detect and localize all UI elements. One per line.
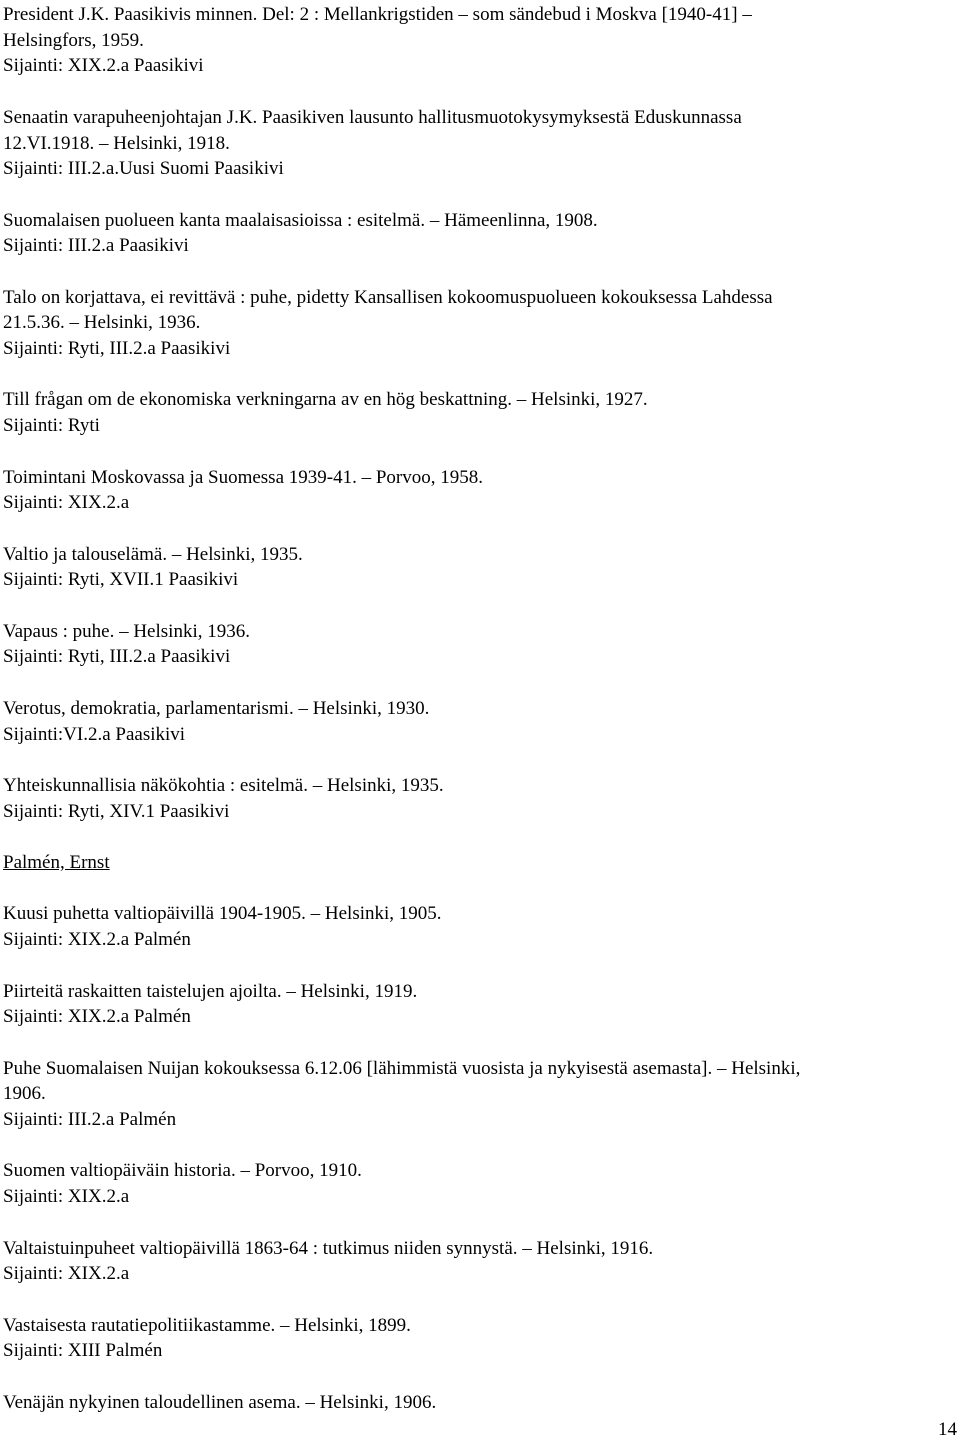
entry-title-line: Puhe Suomalaisen Nuijan kokouksessa 6.12.06 [lähimmistä vuosista ja nykyisestä asemasta]. – Helsinki, bbox=[3, 1057, 801, 1079]
entry-location: Sijainti: Ryti, XIV.1 Paasikivi bbox=[3, 800, 230, 822]
entry-location: Sijainti: Ryti bbox=[3, 415, 100, 437]
entry-title-line: Piirteitä raskaitten taistelujen ajoilta. – Helsinki, 1919. bbox=[3, 980, 418, 1002]
bibliography-entry bbox=[3, 2, 953, 79]
bibliography-entry bbox=[3, 901, 953, 952]
entry-title-line: 21.5.36. – Helsinki, 1936. bbox=[3, 312, 201, 334]
entry-title-line: Yhteiskunnallisia näkökohtia : esitelmä. – Helsinki, 1935. bbox=[3, 774, 444, 796]
bibliography-entry bbox=[3, 1158, 953, 1209]
bibliography-entry bbox=[3, 465, 953, 516]
entry-location: Sijainti: XIX.2.a bbox=[3, 1186, 130, 1208]
entry-location: Sijainti: III.2.a.Uusi Suomi Paasikivi bbox=[3, 158, 284, 180]
entry-location: Sijainti: XIX.2.a Palmén bbox=[3, 929, 191, 951]
entry-location: Sijainti: XIX.2.a Paasikivi bbox=[3, 55, 204, 77]
bibliography-entry bbox=[3, 1236, 953, 1287]
entry-location: Sijainti: Ryti, III.2.a Paasikivi bbox=[3, 646, 231, 668]
entry-title-line: Suomen valtiopäiväin historia. – Porvoo, 1910. bbox=[3, 1160, 362, 1182]
entry-title-line: Senaatin varapuheenjohtajan J.K. Paasikiven lausunto hallitusmuotokysymyksestä Eduskunnassa bbox=[3, 106, 742, 128]
entry-location: Sijainti: XIX.2.a bbox=[3, 492, 130, 514]
bibliography-page bbox=[3, 2, 953, 1441]
bibliography-entry bbox=[3, 387, 953, 438]
author-heading: Palmén, Ernst bbox=[3, 852, 110, 874]
bibliography-entry bbox=[3, 619, 953, 670]
entry-title-line: Helsingfors, 1959. bbox=[3, 29, 144, 51]
entry-title-line: President J.K. Paasikivis minnen. Del: 2 : Mellankrigstiden – som sändebud i Moskva [1940-41] – bbox=[3, 4, 752, 25]
entry-list-palmen bbox=[3, 901, 953, 1415]
entry-title-line: Suomalaisen puolueen kanta maalaisasioissa : esitelmä. – Hämeenlinna, 1908. bbox=[3, 209, 598, 231]
bibliography-entry bbox=[3, 208, 953, 259]
entry-title-line: Vapaus : puhe. – Helsinki, 1936. bbox=[3, 620, 250, 642]
entry-title-line: Talo on korjattava, ei revittävä : puhe, pidetty Kansallisen kokoomuspuolueen kokouksessa Lahdessa bbox=[3, 286, 773, 308]
page-number: 14 bbox=[938, 1419, 957, 1440]
bibliography-entry bbox=[3, 773, 953, 824]
entry-location: Sijainti: III.2.a Paasikivi bbox=[3, 235, 189, 257]
entry-title-line: Kuusi puhetta valtiopäivillä 1904-1905. – Helsinki, 1905. bbox=[3, 903, 442, 925]
bibliography-entry bbox=[3, 1056, 953, 1133]
bibliography-entry bbox=[3, 1390, 953, 1416]
bibliography-entry bbox=[3, 105, 953, 182]
entry-title-line: Vastaisesta rautatiepolitiikastamme. – Helsinki, 1899. bbox=[3, 1314, 411, 1336]
entry-location: Sijainti: XIII Palmén bbox=[3, 1340, 163, 1362]
entry-location: Sijainti: XIX.2.a bbox=[3, 1263, 130, 1285]
bibliography-entry bbox=[3, 542, 953, 593]
bibliography-entry bbox=[3, 979, 953, 1030]
entry-location: Sijainti:VI.2.a Paasikivi bbox=[3, 723, 186, 745]
entry-title-line: 1906. bbox=[3, 1083, 46, 1105]
entry-title-line: 12.VI.1918. – Helsinki, 1918. bbox=[3, 132, 230, 154]
entry-location: Sijainti: Ryti, XVII.1 Paasikivi bbox=[3, 569, 239, 591]
entry-title-line: Valtaistuinpuheet valtiopäivillä 1863-64 : tutkimus niiden synnystä. – Helsinki, 1916. bbox=[3, 1237, 654, 1259]
entry-title-line: Toimintani Moskovassa ja Suomessa 1939-41. – Porvoo, 1958. bbox=[3, 466, 483, 488]
entry-title-line: Till frågan om de ekonomiska verkningarna av en hög beskattning. – Helsinki, 1927. bbox=[3, 389, 648, 411]
entry-title-line: Valtio ja talouselämä. – Helsinki, 1935. bbox=[3, 543, 303, 565]
entry-list-paasikivi bbox=[3, 2, 953, 824]
entry-location: Sijainti: Ryti, III.2.a Paasikivi bbox=[3, 338, 231, 360]
entry-title-line: Venäjän nykyinen taloudellinen asema. – Helsinki, 1906. bbox=[3, 1391, 437, 1413]
entry-location: Sijainti: XIX.2.a Palmén bbox=[3, 1006, 191, 1028]
bibliography-entry bbox=[3, 285, 953, 362]
entry-location: Sijainti: III.2.a Palmén bbox=[3, 1109, 177, 1131]
entry-title-line: Verotus, demokratia, parlamentarismi. – Helsinki, 1930. bbox=[3, 697, 430, 719]
bibliography-entry bbox=[3, 1313, 953, 1364]
bibliography-entry bbox=[3, 696, 953, 747]
